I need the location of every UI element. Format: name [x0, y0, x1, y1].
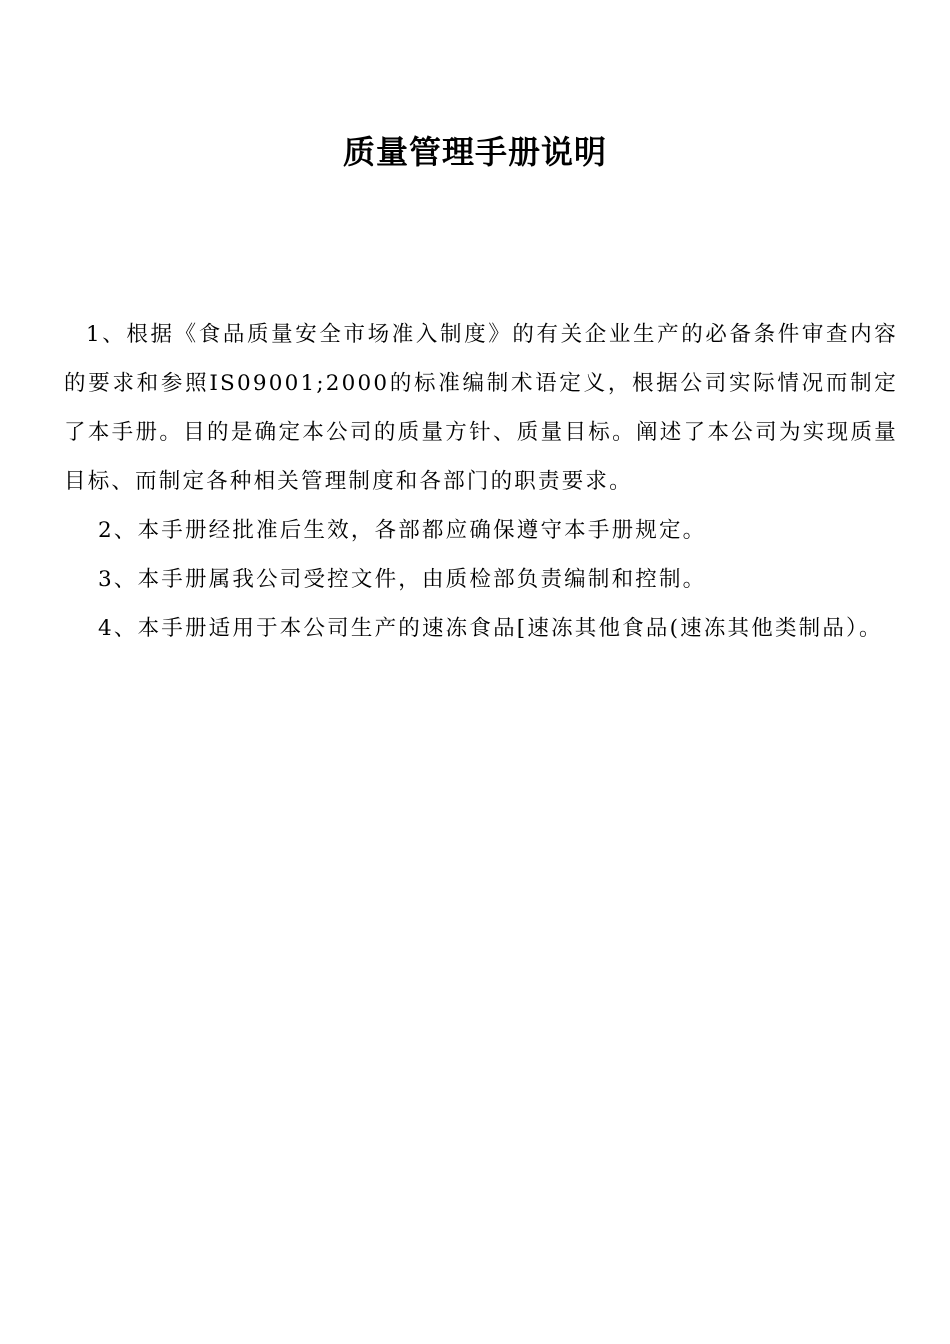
paragraph-4: 4、本手册适用于本公司生产的速冻食品[速冻其他食品(速冻其他类制品）。	[98, 616, 883, 641]
paragraph-3: 3、本手册属我公司受控文件，由质检部负责编制和控制。	[98, 567, 707, 592]
paragraph-2: 2、本手册经批准后生效，各部都应确保遵守本手册规定。	[98, 518, 707, 543]
paragraph-1: 1、根据《食品质量安全市场准入制度》的有关企业生产的必备条件审查内容的要求和参照IS09001;2000的标准编制术语定义，根据公司实际情况而制定了本手册。目的是确定本公司的质量方针、质量目标。阐述了本公司为实现质量目标、而制定各种相关管理制度和各部门的职责要求。	[64, 322, 898, 494]
document-body	[64, 310, 898, 653]
document-title: 质量管理手册说明	[342, 133, 607, 171]
